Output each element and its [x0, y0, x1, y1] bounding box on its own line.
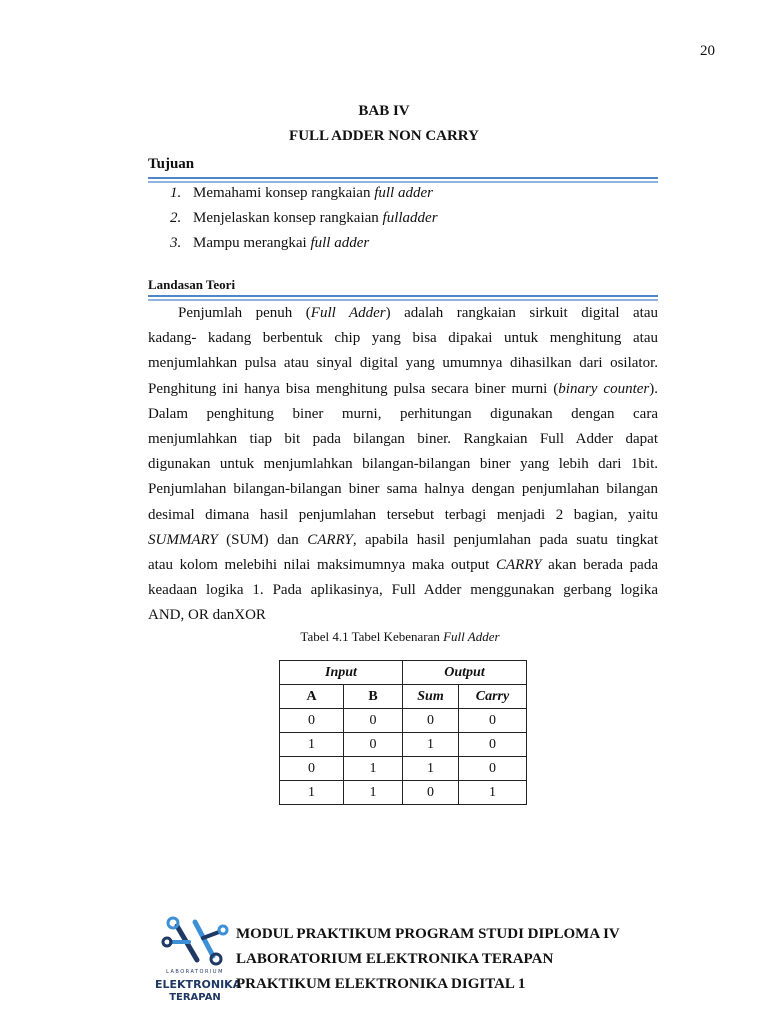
column-header: Sum	[403, 685, 459, 709]
paragraph-line: menjumlahkan tiap bit pada bilangan biner. Rangkaian Full Adder dapat	[148, 430, 658, 447]
paragraph-line: kadang- kadang berbentuk chip yang bisa dipakai untuk menghitung atau	[148, 330, 658, 347]
table-cell: 0	[344, 709, 403, 733]
table-row	[280, 733, 527, 757]
table-caption: Tabel 4.1 Tabel Kebenaran Full Adder	[300, 629, 500, 644]
chapter-label: BAB IV	[358, 103, 410, 119]
table-cell: 1	[403, 733, 459, 757]
paragraph-line: menjumlahkan pulsa atau sinyal digital yang umumnya dihasilkan dari osilator.	[148, 355, 658, 372]
table-cell: 0	[403, 709, 459, 733]
column-header: Carry	[459, 685, 527, 709]
footer-line: LABORATORIUM ELEKTRONIKA TERAPAN	[236, 951, 554, 967]
truth-table	[279, 660, 527, 805]
table-row	[280, 757, 527, 781]
table-cell: 1	[280, 781, 344, 805]
theory-paragraph	[148, 301, 658, 628]
table-cell: 0	[459, 757, 527, 781]
footer	[236, 925, 620, 1000]
group-header-input: Input	[280, 661, 403, 685]
paragraph-line: Penjumlah penuh (Full Adder) adalah rangkaian sirkuit digital atau	[178, 305, 658, 321]
lab-logo	[155, 912, 242, 1012]
chapter-title: FULL ADDER NON CARRY	[289, 128, 479, 144]
group-header-output: Output	[403, 661, 527, 685]
objective-item: 2. Menjelaskan konsep rangkaian fulladder	[170, 210, 438, 226]
table-cell: 0	[403, 781, 459, 805]
table-cell: 0	[280, 757, 344, 781]
paragraph-line: Penjumlahan bilangan-bilangan biner sama halnya dengan penjumlahan bilangan	[148, 481, 658, 498]
landasan-heading: Landasan Teori	[148, 277, 236, 292]
tujuan-heading: Tujuan	[148, 156, 195, 172]
paragraph-line: SUMMARY (SUM) dan CARRY, apabila hasil penjumlahan pada suatu tingkat	[148, 531, 658, 548]
column-header: B	[344, 685, 403, 709]
footer-line: MODUL PRAKTIKUM PROGRAM STUDI DIPLOMA IV	[236, 926, 620, 942]
objectives-list	[170, 183, 438, 258]
objective-item: 3. Mampu merangkai full adder	[170, 235, 370, 251]
table-cell: 1	[344, 757, 403, 781]
footer-line: PRAKTIKUM ELEKTRONIKA DIGITAL 1	[236, 976, 526, 992]
table-row	[280, 781, 527, 805]
logo-caption-line1: ELEKTRONIKA	[155, 978, 242, 991]
table-cell: 1	[459, 781, 527, 805]
table-row	[280, 709, 527, 733]
paragraph-line: Penghitung ini hanya bisa menghitung pulsa secara biner murni (binary counter).	[148, 380, 658, 397]
table-cell: 1	[344, 781, 403, 805]
objective-item: 1. Memahami konsep rangkaian full adder	[170, 185, 433, 201]
paragraph-line: digunakan untuk menjumlahkan bilangan-bilangan biner yang lebih dari 1bit.	[148, 456, 658, 473]
table-cell: 1	[403, 757, 459, 781]
table-cell: 0	[280, 709, 344, 733]
table-cell: 1	[280, 733, 344, 757]
table-cell: 0	[459, 733, 527, 757]
paragraph-line: desimal dimana hasil penjumlahan tersebut terbagi menjadi 2 bagian, yaitu	[148, 506, 658, 523]
page-number: 20	[700, 43, 715, 59]
paragraph-line: AND, OR danXOR	[148, 607, 266, 624]
column-header: A	[280, 685, 344, 709]
table-cell: 0	[459, 709, 527, 733]
logo-caption-small: LABORATORIUM	[166, 969, 224, 975]
paragraph-line: Dalam penghitung biner murni, perhitungan digunakan dengan cara	[148, 405, 658, 422]
paragraph-line: atau kolom melebihi nilai maksimumnya maka output CARRY akan berada pada	[148, 556, 658, 573]
table-cell: 0	[344, 733, 403, 757]
paragraph-line: keadaan logika 1. Pada aplikasinya, Full Adder menggunakan gerbang logika	[148, 582, 658, 599]
logo-caption-line2: TERAPAN	[169, 992, 221, 1003]
circuit-logo-icon	[155, 912, 235, 972]
